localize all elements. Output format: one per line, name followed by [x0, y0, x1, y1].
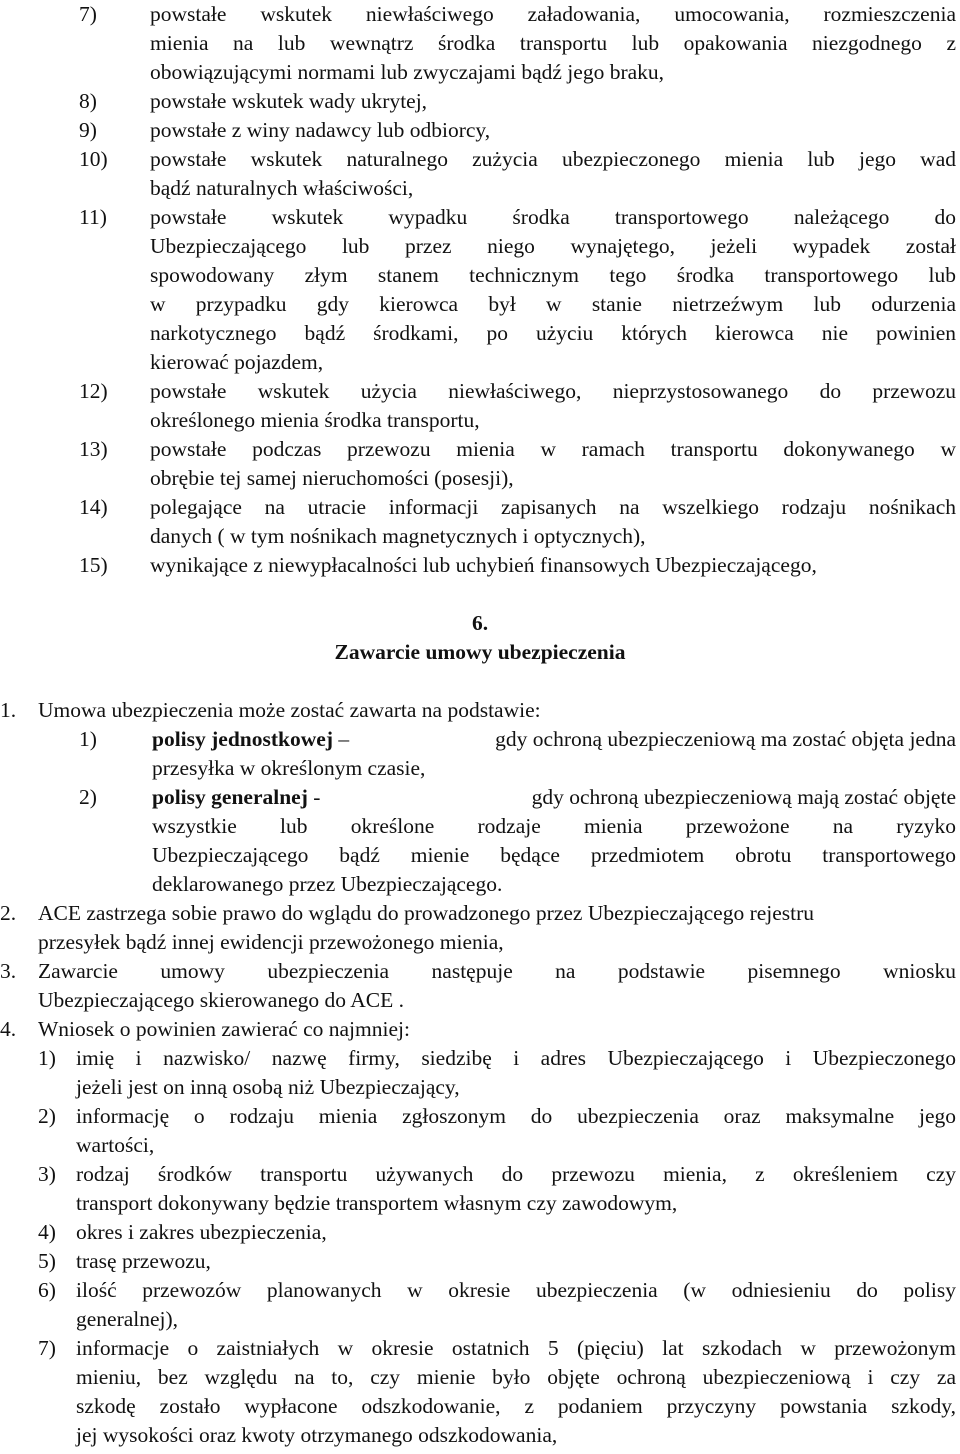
list-item-text: wynikające z niewypłacalności lub uchybień finansowych Ubezpieczającego,: [150, 553, 817, 577]
list-item-text: polegające na utracie informacji zapisanych na wszelkiego rodzaju nośnikach: [150, 495, 956, 519]
list-item-number: 9): [79, 118, 97, 142]
list-item-number: 1): [79, 727, 97, 751]
list-item-text: powstałe z winy nadawcy lub odbiorcy,: [150, 118, 491, 142]
paragraph-text: Zawarcie umowy ubezpieczenia następuje na podstawie pisemnego wniosku: [38, 959, 956, 983]
list-item-text: jeżeli jest on inną osobą niż Ubezpieczający,: [76, 1075, 460, 1099]
paragraph-number: 2.: [0, 901, 17, 925]
list-item-text: wartości,: [76, 1133, 155, 1157]
list-item-text: powstałe wskutek niewłaściwego załadowania, umocowania, rozmieszczenia: [150, 2, 956, 26]
list-item-text: ilość przewozów planowanych w okresie ubezpieczenia (w odniesieniu do polisy: [76, 1278, 956, 1302]
list-item-text: mienia na lub wewnątrz środka transportu lub opakowania niezgodnego z: [150, 31, 956, 55]
paragraph-number: 4.: [0, 1017, 17, 1041]
list-item-text: powstałe wskutek wypadku środka transportowego należącego do: [150, 205, 956, 229]
list-item-text: w przypadku gdy kierowca był w stanie nietrzeźwym lub odurzenia: [150, 292, 956, 316]
list-item-text: gdy ochroną ubezpieczeniową ma zostać objęta jedna: [495, 727, 956, 751]
list-item-number: 11): [79, 205, 107, 229]
list-item-number: 2): [79, 785, 97, 809]
list-item-text: jej wysokości oraz kwoty otrzymanego odszkodowania,: [76, 1423, 558, 1447]
list-item-number: 12): [79, 379, 108, 403]
list-item-text: trasę przewozu,: [76, 1249, 211, 1273]
list-item-text: bądź naturalnych właściwości,: [150, 176, 414, 200]
list-item-text: gdy ochroną ubezpieczeniową mają zostać objęte: [531, 785, 956, 809]
list-item-number: 7): [79, 2, 97, 26]
list-item-text: informacje o zaistniałych w okresie ostatnich 5 (pięciu) lat szkodach w przewożonym: [76, 1336, 956, 1360]
list-item-text: rodzaj środków transportu używanych do przewozu mienia, z określeniem czy: [76, 1162, 956, 1186]
list-item-text: imię i nazwisko/ nazwę firmy, siedzibę i adres Ubezpieczającego i Ubezpieczonego: [76, 1046, 956, 1070]
list-item-text: powstałe wskutek naturalnego zużycia ubezpieczonego mienia lub jego wad: [150, 147, 956, 171]
list-item-number: 7): [38, 1336, 56, 1360]
list-item-text: spowodowany złym stanem technicznym tego środka transportowego lub: [150, 263, 956, 287]
list-item-text: Ubezpieczającego bądź mienie będące przedmiotem obrotu transportowego: [152, 843, 956, 867]
paragraph-text: Ubezpieczającego skierowanego do ACE .: [38, 988, 404, 1012]
list-item-text: wszystkie lub określone rodzaje mienia przewożone na ryzyko: [152, 814, 956, 838]
list-item-text: okres i zakres ubezpieczenia,: [76, 1220, 327, 1244]
list-item-text: mieniu, bez względu na to, czy mienie było objęte ochroną ubezpieczeniową i czy za: [76, 1365, 956, 1389]
list-item-text: Ubezpieczającego lub przez niego wynajętego, jeżeli wypadek został: [150, 234, 956, 258]
paragraph-number: 3.: [0, 959, 17, 983]
list-item-text: danych ( w tym nośnikach magnetycznych i optycznych),: [150, 524, 646, 548]
list-item-text: transport dokonywany będzie transportem własnym czy zawodowym,: [76, 1191, 678, 1215]
list-item-first-line: [152, 783, 956, 812]
list-item-text: powstałe wskutek użycia niewłaściwego, nieprzystosowanego do przewozu: [150, 379, 956, 403]
list-item-text: szkodę zostało wypłacone odszkodowanie, z podaniem przyczyny powstania szkody,: [76, 1394, 956, 1418]
list-item-text: przesyłka w określonym czasie,: [152, 756, 426, 780]
paragraph-text: ACE zastrzega sobie prawo do wglądu do prowadzonego przez Ubezpieczającego rejestru: [38, 901, 815, 925]
list-item-number: 3): [38, 1162, 56, 1186]
list-item-text: określonego mienia środka transportu,: [150, 408, 480, 432]
paragraph-text: przesyłek bądź innej ewidencji przewożonego mienia,: [38, 930, 504, 954]
section-number: 6.: [471, 611, 489, 635]
list-item-text: powstałe wskutek wady ukrytej,: [150, 89, 428, 113]
list-item-text: obrębie tej samej nieruchomości (posesji),: [150, 466, 514, 490]
list-item-number: 13): [79, 437, 108, 461]
list-item-number: 2): [38, 1104, 56, 1128]
list-item-text: powstałe podczas przewozu mienia w ramach transportu dokonywanego w: [150, 437, 956, 461]
list-item-number: 5): [38, 1249, 56, 1273]
policy-term: polisy jednostkowej: [152, 727, 333, 751]
list-item-text: obowiązującymi normami lub zwyczajami bądź jego braku,: [150, 60, 665, 84]
term-separator: –: [332, 727, 350, 751]
list-item-text: kierować pojazdem,: [150, 350, 324, 374]
list-item-text: narkotycznego bądź środkami, po użyciu których kierowca nie powinien: [150, 321, 956, 345]
policy-term: polisy generalnej: [152, 785, 308, 809]
list-item-number: 4): [38, 1220, 56, 1244]
paragraph-number: 1.: [0, 698, 17, 722]
list-item-number: 8): [79, 89, 97, 113]
list-item-first-line: [152, 725, 956, 754]
term-separator: -: [307, 785, 321, 809]
section-title: Zawarcie umowy ubezpieczenia: [334, 640, 626, 664]
list-item-number: 15): [79, 553, 108, 577]
list-item-number: 14): [79, 495, 108, 519]
list-item-text: informację o rodzaju mienia zgłoszonym do ubezpieczenia oraz maksymalne jego: [76, 1104, 956, 1128]
list-item-number: 1): [38, 1046, 56, 1070]
paragraph-text: Wniosek o powinien zawierać co najmniej:: [38, 1017, 410, 1041]
paragraph-text: Umowa ubezpieczenia może zostać zawarta na podstawie:: [38, 698, 541, 722]
list-item-number: 6): [38, 1278, 56, 1302]
list-item-number: 10): [79, 147, 108, 171]
list-item-text: generalnej),: [76, 1307, 179, 1331]
list-item-text: deklarowanego przez Ubezpieczającego.: [152, 872, 503, 896]
